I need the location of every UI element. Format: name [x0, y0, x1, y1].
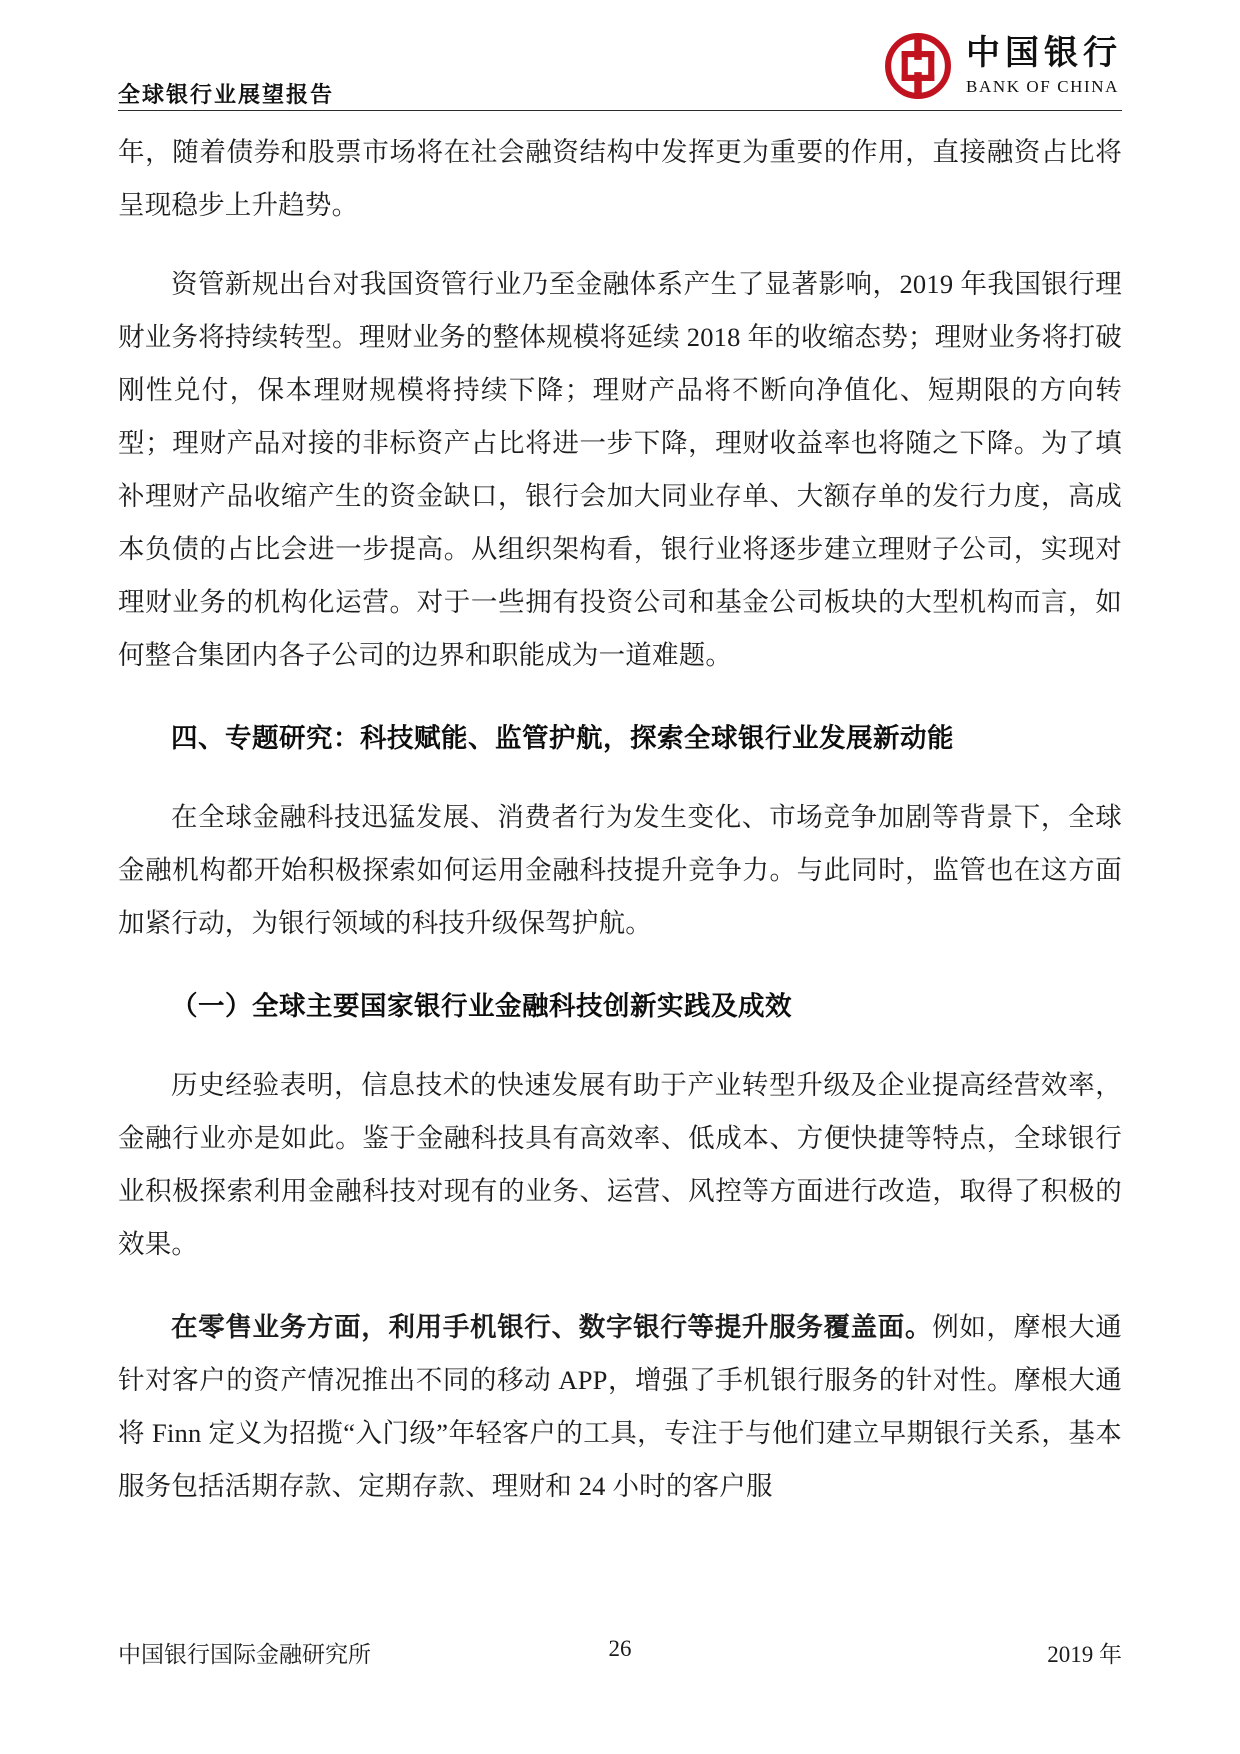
bank-of-china-logo-icon	[884, 32, 952, 100]
retail-rest-text: 例如，摩根大通针对客户的资产情况推出不同的移动 APP，增强了手机银行服务的针对性。摩根大通将 Finn 定义为招揽“入门级”年轻客户的工具，专注于与他们建立早期银行关系，基本服务包括活期存款、定期存款、理财和 24 小时的客户服	[118, 1312, 1122, 1501]
bank-name-english: BANK OF CHINA	[966, 77, 1120, 96]
heading-spacer	[118, 765, 1122, 791]
header-report-title: 全球银行业展望报告	[118, 82, 335, 107]
footer-institute-name: 中国银行国际金融研究所	[118, 1642, 371, 1667]
bank-logo	[884, 28, 1122, 104]
header-divider	[118, 110, 1122, 111]
subheading-spacer	[118, 1033, 1122, 1059]
paragraph-asset-management: 资管新规出台对我国资管行业乃至金融体系产生了显著影响，2019 年我国银行理财业务将持续转型。理财业务的整体规模将延续 2018 年的收缩态势；理财业务将打破刚性兑付，保本理财规模将持续下降；理财产品将不断向净值化、短期限的方向转型；理财产品对接的非标资产占比将进一步下降，理财收益率也将随之下降。为了填补理财产品收缩产生的资金缺口，银行会加大同业存单、大额存单的发行力度，高成本负债的占比会进一步提高。从组织架构看，银行业将逐步建立理财子公司，实现对理财业务的机构化运营。对于一些拥有投资公司和基金公司板块的大型机构而言，如何整合集团内各子公司的边界和职能成为一道难题。	[118, 269, 1122, 670]
section-heading-four: 四、专题研究：科技赋能、监管护航，探索全球银行业发展新动能	[171, 723, 954, 753]
paragraph-retail-business	[118, 1301, 1122, 1513]
bank-name-chinese: 中国银行	[966, 35, 1122, 72]
paragraph-direct-financing: 年，随着债券和股票市场将在社会融资结构中发挥更为重要的作用，直接融资占比将呈现稳步上升趋势。	[118, 137, 1122, 220]
paragraph-history-experience: 历史经验表明，信息技术的快速发展有助于产业转型升级及企业提高经营效率，金融行业亦是如此。鉴于金融科技具有高效率、低成本、方便快捷等特点，全球银行业积极探索利用金融科技对现有的业务、运营、风控等方面进行改造，取得了积极的效果。	[118, 1070, 1122, 1259]
subsection-spacer	[118, 950, 1122, 980]
retail-lead-bold: 在零售业务方面，利用手机银行、数字银行等提升服务覆盖面。	[171, 1312, 933, 1342]
page-footer	[118, 1636, 1122, 1676]
page-content	[118, 126, 1122, 1513]
retail-spacer	[118, 1271, 1122, 1301]
subsection-heading-one: （一）全球主要国家银行业金融科技创新实践及成效	[171, 991, 792, 1021]
paragraph-fintech-background: 在全球金融科技迅猛发展、消费者行为发生变化、市场竞争加剧等背景下，全球金融机构都开始积极探索如何运用金融科技提升竞争力。与此同时，监管也在这方面加紧行动，为银行领域的科技升级保驾护航。	[118, 802, 1122, 938]
page-header	[0, 0, 1240, 120]
footer-page-number: 26	[608, 1636, 632, 1661]
paragraph-spacer	[118, 232, 1122, 258]
bank-logo-text	[966, 37, 1122, 95]
footer-year: 2019 年	[1047, 1642, 1122, 1667]
section-spacer	[118, 682, 1122, 712]
